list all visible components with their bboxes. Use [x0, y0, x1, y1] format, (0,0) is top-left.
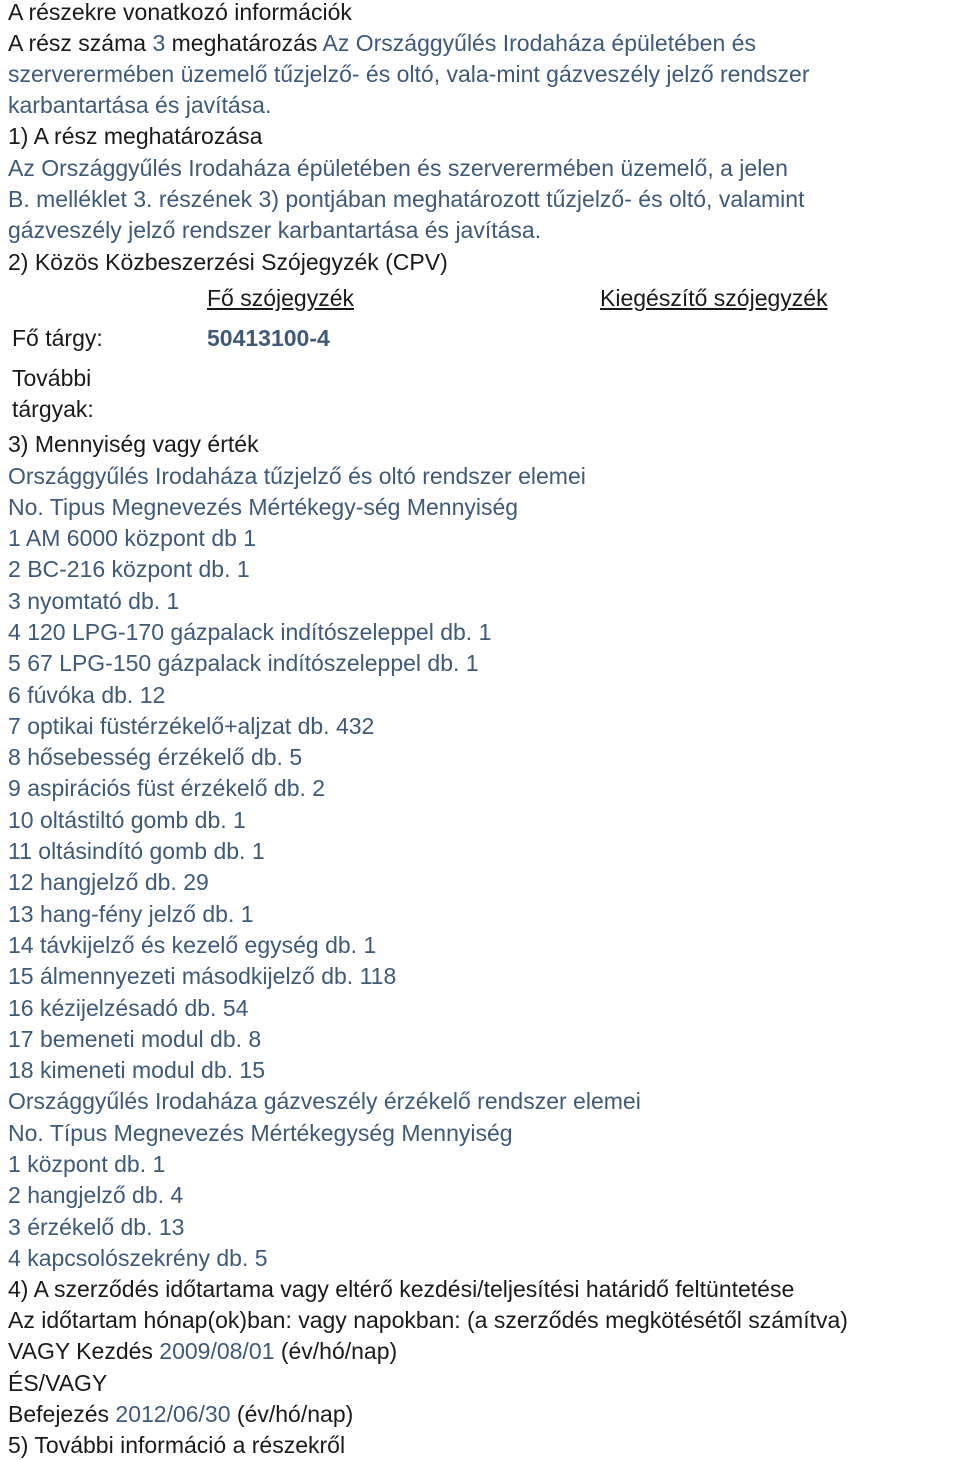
cpv-main-subject-label: Fő tárgy:	[12, 325, 103, 351]
list-item	[8, 931, 376, 959]
item-number: 5	[8, 650, 21, 677]
item-description: érzékelő db.	[27, 1213, 153, 1240]
item-number: 1	[8, 1151, 21, 1177]
fire-system-header: No. Tipus Megnevezés Mértékegy-ség Mennyiség	[8, 494, 519, 520]
item-number: 2	[8, 556, 21, 583]
gas-system-header: No. Típus Megnevezés Mértékegység Mennyiség	[8, 1120, 513, 1146]
list-item	[8, 1181, 183, 1209]
item-number: 2	[8, 1182, 21, 1209]
item-number: 13	[8, 900, 34, 927]
part-number-line: A rész száma 3 meghatározás Az Országgyűlés Irodaháza épületében és	[8, 30, 756, 56]
item-number: 1	[8, 525, 21, 551]
item-number: 7	[8, 712, 21, 739]
item-quantity: 2	[312, 775, 326, 802]
item-number: 17	[8, 1025, 34, 1052]
list-item	[8, 681, 165, 709]
list-item	[8, 900, 254, 928]
item-description: központ db.	[27, 1151, 147, 1177]
list-item	[8, 743, 302, 771]
fire-system-title: Országgyűlés Irodaháza tűzjelző és oltó rendszer elemei	[8, 463, 586, 489]
item-description: oltásindító gomb db.	[38, 838, 246, 864]
list-item	[8, 1213, 184, 1241]
list-item	[8, 962, 396, 990]
item-quantity: 1	[152, 1151, 166, 1177]
item-quantity: 1	[363, 931, 377, 958]
cpv-further-subjects-label-2: tárgyak:	[12, 396, 94, 422]
cpv-further-subjects-label-1: További	[12, 365, 92, 391]
item-quantity: 4	[170, 1182, 184, 1209]
section-4-heading: 4) A szerződés időtartama vagy eltérő kezdési/teljesítési határidő feltüntetése	[8, 1276, 795, 1302]
item-quantity: 5	[254, 1244, 268, 1271]
section-1-text-2: B. melléklet 3. részének 3) pontjában meghatározott tűzjelző- és oltó, valamint	[8, 186, 805, 212]
item-description: 67 LPG-150 gázpalack indítószeleppel db.	[27, 650, 460, 677]
gas-system-title: Országgyűlés Irodaháza gázveszély érzékelő rendszer elemei	[8, 1088, 641, 1114]
end-date: 2012/06/30	[115, 1401, 231, 1427]
item-description: hangjelző db.	[39, 869, 177, 896]
and-or-line: ÉS/VAGY	[8, 1370, 108, 1396]
item-description: kapcsolószekrény db.	[27, 1244, 249, 1271]
item-description: kimeneti modul db.	[39, 1057, 234, 1084]
item-number: 12	[8, 869, 34, 896]
cpv-supplementary-column-header: Kiegészítő szójegyzék	[600, 285, 828, 311]
item-description: fúvóka db.	[27, 681, 134, 708]
item-quantity: 432	[335, 712, 375, 739]
item-number: 3	[8, 587, 21, 614]
list-item	[8, 1150, 165, 1178]
item-description: optikai füstérzékelő+aljzat db.	[27, 712, 330, 739]
section-5-heading: 5) További információ a részekről	[8, 1432, 346, 1458]
item-number: 8	[8, 744, 21, 771]
list-item	[8, 1244, 268, 1272]
section-1-text-1: Az Országgyűlés Irodaháza épületében és szerverermében üzemelő, a jelen	[8, 155, 788, 181]
item-quantity: 15	[239, 1057, 266, 1084]
item-number: 6	[8, 681, 21, 708]
part-title-line-3: karbantartása és javítása.	[8, 92, 272, 118]
part-number: 3	[152, 30, 166, 56]
item-quantity: 1	[243, 525, 257, 551]
item-description: BC-216 központ db.	[27, 556, 231, 583]
item-quantity: 1	[465, 650, 479, 677]
item-description: 120 LPG-170 gázpalack indítószeleppel db.	[27, 618, 473, 645]
item-description: hősebesség érzékelő db.	[27, 744, 283, 771]
item-number: 15	[8, 963, 34, 990]
list-item	[8, 994, 248, 1022]
item-quantity: 1	[236, 556, 250, 583]
item-quantity: 13	[158, 1213, 185, 1240]
item-description: oltástiltó gomb db.	[39, 806, 227, 833]
item-number: 16	[8, 994, 34, 1021]
list-item	[8, 1056, 265, 1084]
item-description: aspirációs füst érzékelő db.	[27, 775, 306, 802]
start-date-line: VAGY Kezdés 2009/08/01 (év/hó/nap)	[8, 1338, 398, 1364]
item-number: 14	[8, 931, 34, 958]
section-2-heading: 2) Közös Közbeszerzési Szójegyzék (CPV)	[8, 249, 448, 275]
item-quantity: 1	[478, 618, 492, 645]
item-quantity: 29	[183, 869, 209, 896]
item-number: 3	[8, 1213, 21, 1240]
section-1-heading: 1) A rész meghatározása	[8, 123, 263, 149]
cpv-main-code: 50413100-4	[207, 325, 330, 351]
item-number: 10	[8, 806, 34, 833]
item-quantity: 12	[139, 681, 166, 708]
list-item	[8, 524, 256, 552]
item-number: 11	[8, 838, 32, 864]
end-date-line: Befejezés 2012/06/30 (év/hó/nap)	[8, 1401, 354, 1427]
list-item	[8, 1025, 261, 1053]
section-1-text-3: gázveszély jelző rendszer karbantartása és javítása.	[8, 217, 542, 243]
list-item	[8, 774, 325, 802]
item-description: nyomtató db.	[27, 587, 161, 614]
item-quantity: 8	[248, 1025, 262, 1052]
part-title: Az Országgyűlés Irodaháza épületében és	[322, 30, 756, 56]
list-item	[8, 806, 246, 834]
list-item	[8, 618, 491, 646]
item-description: kézijelzésadó db.	[39, 994, 217, 1021]
item-number: 4	[8, 1244, 21, 1271]
list-item	[8, 555, 250, 583]
item-quantity: 1	[251, 838, 265, 864]
item-number: 9	[8, 775, 21, 802]
duration-line: Az időtartam hónap(ok)ban: vagy napokban: (a szerződés megkötésétől számítva)	[8, 1307, 848, 1333]
item-description: hang-fény jelző db.	[39, 900, 235, 927]
cpv-main-column-header: Fő szójegyzék	[207, 285, 355, 311]
list-item	[8, 712, 374, 740]
part-title-line-2: szerverermében üzemelő tűzjelző- és oltó, vala-mint gázveszély jelző rendszer	[8, 61, 810, 87]
item-number: 18	[8, 1057, 34, 1084]
item-quantity: 1	[240, 900, 254, 927]
item-quantity: 1	[233, 806, 246, 833]
item-quantity: 54	[222, 994, 249, 1021]
item-description: bemeneti modul db.	[39, 1025, 242, 1052]
item-quantity: 5	[289, 744, 303, 771]
item-description: hangjelző db.	[27, 1182, 165, 1209]
item-description: AM 6000 központ db	[25, 525, 237, 551]
item-quantity: 1	[166, 587, 180, 614]
start-date: 2009/08/01	[159, 1338, 275, 1364]
item-number: 4	[8, 618, 21, 645]
section-3-heading: 3) Mennyiség vagy érték	[8, 431, 259, 457]
list-item	[8, 587, 179, 615]
page-heading: A részekre vonatkozó információk	[8, 0, 352, 25]
list-item	[8, 868, 209, 896]
item-quantity: 118	[359, 963, 397, 990]
list-item	[8, 649, 479, 677]
item-description: álmennyezeti másodkijelző db.	[39, 963, 354, 990]
list-item	[8, 837, 265, 865]
item-description: távkijelző és kezelő egység db.	[39, 931, 358, 958]
